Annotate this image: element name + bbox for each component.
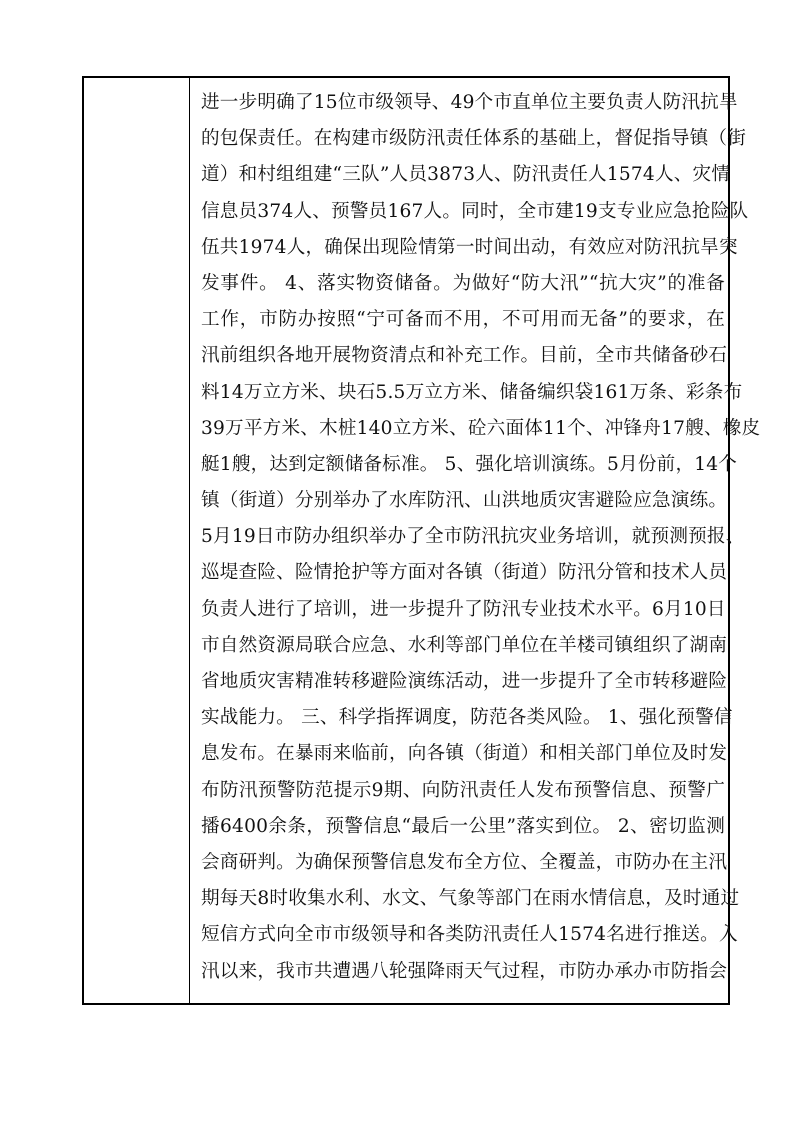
- text-line: 5月19日市防办组织举办了全市防汛抗灾业务培训，就预测预报、: [201, 526, 745, 548]
- text-line: 工作，市防办按照“宁可备而不用，不可用而无备”的要求，在: [201, 309, 725, 331]
- text-line: 省地质灾害精准转移避险演练活动，进一步提升了全市转移避险: [201, 671, 728, 692]
- document-table: [82, 76, 761, 1005]
- text-line: 进一步明确了15位市级领导、49个市直单位主要负责人防汛抗旱: [201, 92, 738, 113]
- text-line: 息发布。在暴雨来临前，向各镇（街道）和相关部门单位及时发: [201, 743, 728, 765]
- text-line: 信息员374人、预警员167人。同时，全市建19支专业应急抢险队: [201, 200, 749, 222]
- text-line: 负责人进行了培训，进一步提升了防汛专业技术水平。6月10日: [201, 598, 726, 620]
- text-line: 伍共1974人，确保出现险情第一时间出动，有效应对防汛抗旱突: [201, 236, 738, 258]
- left-label-cell: [84, 78, 189, 1003]
- text-line: 汛以来，我市共遭遇八轮强降雨天气过程，市防办承办市防指会: [201, 960, 728, 982]
- text-line: 播6400余条，预警信息“最后一公里”落实到位。 2、密切监测: [201, 815, 725, 837]
- text-line: 布防汛预警防范提示9期、向防汛责任人发布预警信息、预警广: [201, 779, 725, 801]
- text-line: 实战能力。 三、科学指挥调度，防范各类风险。 1、强化预警信: [201, 707, 733, 729]
- text-line: 料14万立方米、块石5.5万立方米、储备编织袋161万条、彩条布: [201, 381, 743, 403]
- text-line: 汛前组织各地开展物资清点和补充工作。目前，全市共储备砂石: [201, 345, 728, 367]
- text-line: 发事件。 4、落实物资储备。为做好“防大汛”“抗大灾”的准备: [201, 272, 725, 294]
- text-line: 艇1艘，达到定额储备标准。 5、强化培训演练。5月份前，14个: [201, 453, 738, 475]
- text-line: 道）和村组组建“三队”人员3873人、防汛责任人1574人、灾情: [201, 164, 731, 186]
- column-divider: [189, 78, 190, 1003]
- text-line: 巡堤查险、险情抢护等方面对各镇（街道）防汛分管和技术人员: [201, 562, 728, 584]
- text-line: 短信方式向全市市级领导和各类防汛责任人1574名进行推送。入: [201, 924, 738, 946]
- text-line: 期每天8时收集水利、水文、气象等部门在雨水情信息，及时通过: [201, 888, 740, 910]
- text-line: 的包保责任。在构建市级防汛责任体系的基础上，督促指导镇（街: [201, 128, 747, 150]
- text-line: 39万平方米、木桩140立方米、砼六面体11个、冲锋舟17艘、橡皮: [201, 417, 761, 439]
- text-line: 会商研判。为确保预警信息发布全方位、全覆盖，市防办在主汛: [201, 851, 728, 873]
- text-line: 镇（街道）分别举办了水库防汛、山洪地质灾害避险应急演练。: [201, 490, 728, 512]
- content-cell: [201, 85, 761, 990]
- text-line: 市自然资源局联合应急、水利等部门单位在羊楼司镇组织了湖南: [201, 634, 728, 656]
